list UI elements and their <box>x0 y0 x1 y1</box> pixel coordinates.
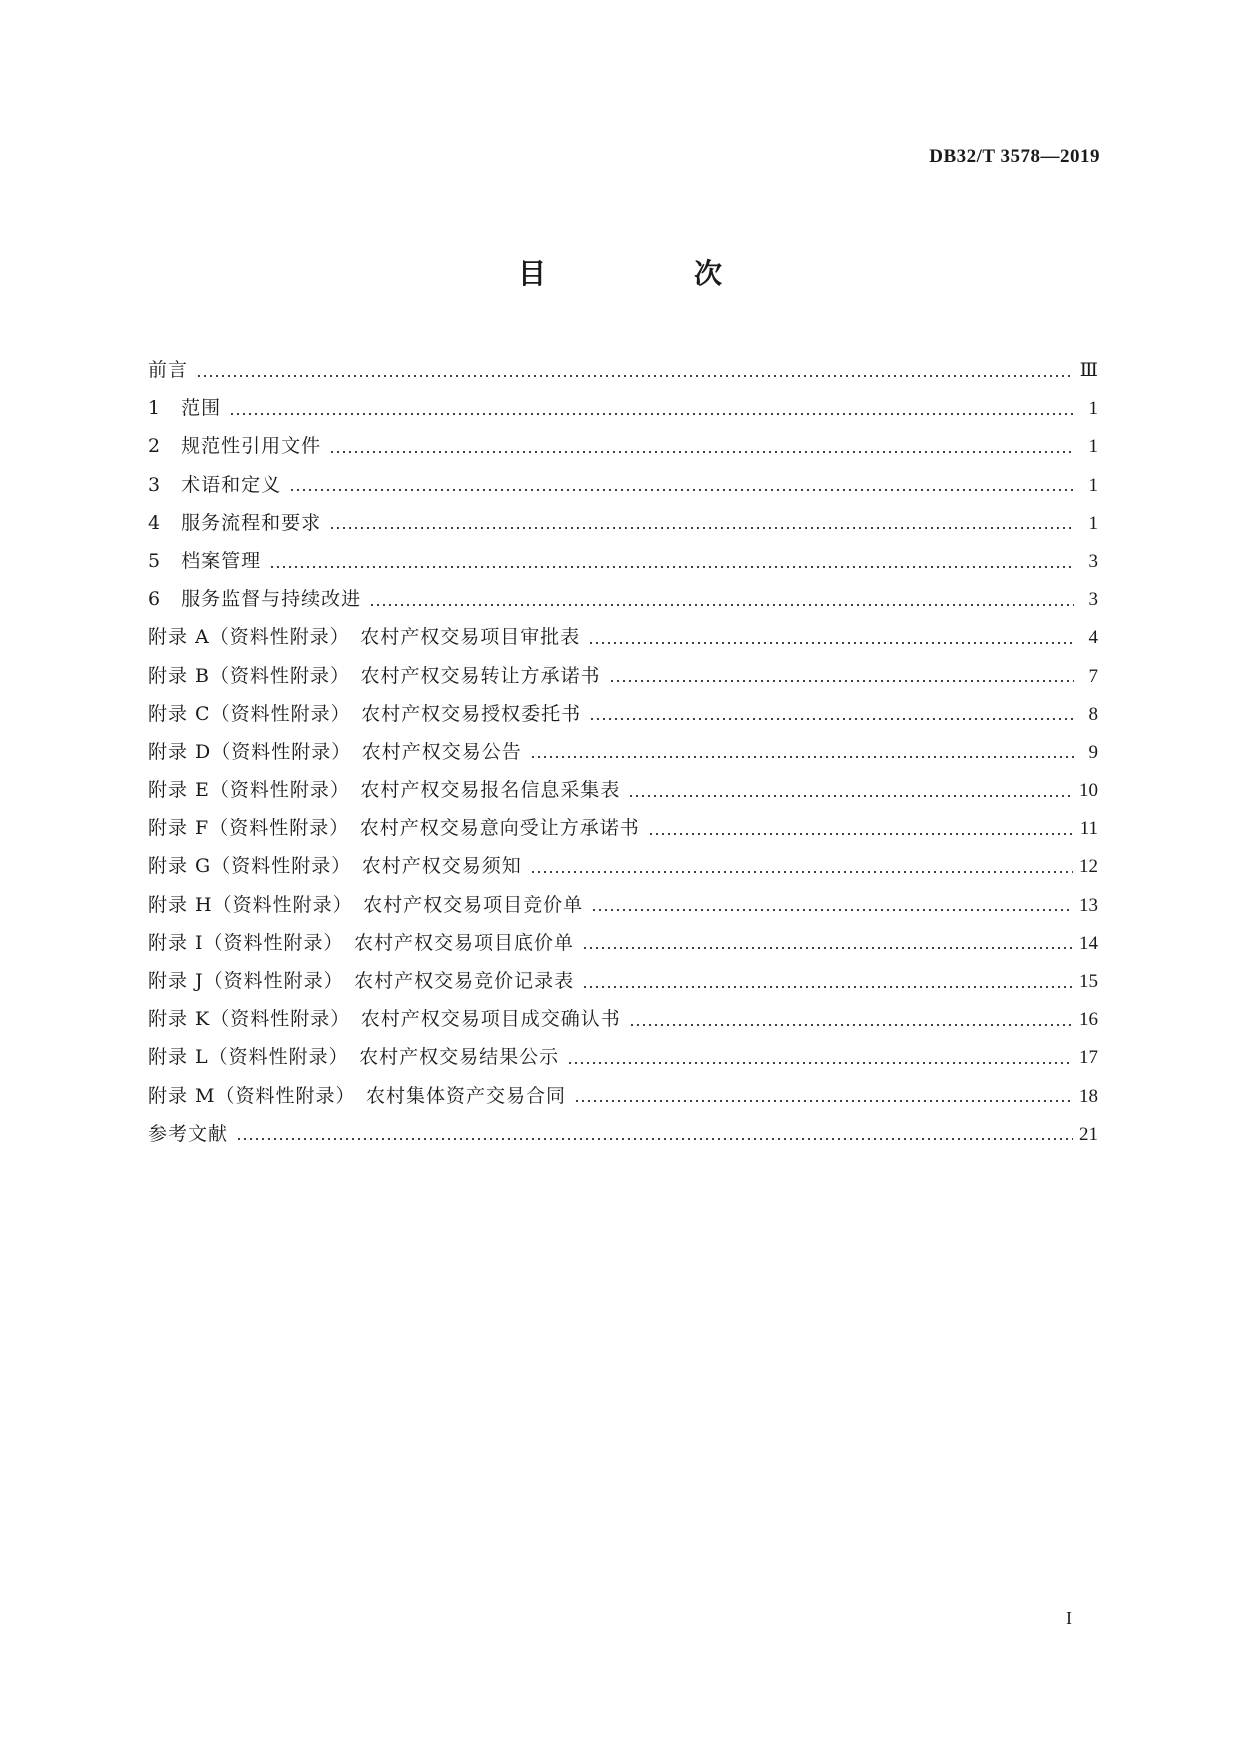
toc-leader-dots <box>589 708 1074 727</box>
toc-entry-label: 附录 D（资料性附录） 农村产权交易公告 <box>148 740 522 763</box>
toc-entry-label: 附录 H（资料性附录） 农村产权交易项目竞价单 <box>148 893 584 916</box>
toc-leader-dots <box>574 1090 1073 1109</box>
toc-leader-dots <box>329 441 1074 460</box>
standard-code: DB32/T 3578—2019 <box>929 146 1100 167</box>
toc-leader-dots <box>236 1128 1073 1147</box>
toc-entry[interactable] <box>148 966 1098 1004</box>
toc-entry-label: 附录 J（资料性附录） 农村产权交易竞价记录表 <box>148 970 575 992</box>
toc-entry[interactable] <box>148 890 1098 928</box>
toc-entry-page: 9 <box>1088 741 1098 763</box>
toc-leader-dots <box>369 594 1074 613</box>
toc-entry[interactable] <box>148 508 1098 546</box>
toc-entry[interactable] <box>148 851 1098 889</box>
table-of-contents <box>148 355 1098 1157</box>
toc-leader-dots <box>582 937 1073 956</box>
toc-leader-dots <box>588 632 1074 651</box>
toc-entry[interactable] <box>148 661 1098 699</box>
toc-entry-label: 附录 G（资料性附录） 农村产权交易须知 <box>148 855 522 878</box>
toc-entry-page: 3 <box>1088 589 1098 611</box>
toc-leader-dots <box>591 899 1073 918</box>
toc-entry-label: 附录 A（资料性附录） 农村产权交易项目审批表 <box>148 626 581 649</box>
toc-leader-dots <box>329 517 1074 536</box>
toc-entry[interactable] <box>148 928 1098 966</box>
toc-entry-page: 18 <box>1079 1085 1098 1107</box>
toc-entry-page: 13 <box>1079 894 1098 916</box>
toc-entry-label: 5 档案管理 <box>148 549 262 572</box>
toc-leader-dots <box>629 1014 1073 1033</box>
toc-leader-dots <box>289 479 1074 498</box>
toc-leader-dots <box>567 1052 1073 1071</box>
toc-entry-page: 1 <box>1088 474 1098 496</box>
toc-entry-page: 12 <box>1079 856 1098 878</box>
toc-entry[interactable] <box>148 622 1098 660</box>
toc-entry[interactable] <box>148 737 1098 775</box>
toc-entry[interactable] <box>148 775 1098 813</box>
toc-entry[interactable] <box>148 1042 1098 1080</box>
toc-entry[interactable] <box>148 1004 1098 1042</box>
toc-entry[interactable] <box>148 699 1098 737</box>
toc-entry-page: 11 <box>1079 818 1098 840</box>
toc-leader-dots <box>530 861 1073 880</box>
toc-entry-label: 3 术语和定义 <box>148 473 282 496</box>
toc-leader-dots <box>582 976 1073 995</box>
toc-leader-dots <box>609 670 1074 689</box>
toc-entry-page: Ⅲ <box>1079 360 1098 381</box>
toc-entry[interactable] <box>148 355 1098 393</box>
toc-entry-page: 1 <box>1088 436 1098 458</box>
toc-entry-label: 附录 C（资料性附录） 农村产权交易授权委托书 <box>148 702 582 725</box>
toc-entry-label: 前言 <box>148 359 189 381</box>
toc-entry-page: 14 <box>1079 932 1098 954</box>
toc-entry-label: 附录 K（资料性附录） 农村产权交易项目成交确认书 <box>148 1008 621 1031</box>
toc-entry-label: 附录 I（资料性附录） 农村产权交易项目底价单 <box>148 931 575 954</box>
toc-entry[interactable] <box>148 584 1098 622</box>
toc-entry[interactable] <box>148 1119 1098 1157</box>
toc-entry-page: 15 <box>1079 971 1098 992</box>
toc-entry-label: 附录 F（资料性附录） 农村产权交易意向受让方承诺书 <box>148 817 640 840</box>
toc-leader-dots <box>229 403 1074 422</box>
toc-entry-label: 附录 E（资料性附录） 农村产权交易报名信息采集表 <box>148 779 621 802</box>
toc-leader-dots <box>196 365 1074 384</box>
toc-entry[interactable] <box>148 813 1098 851</box>
toc-entry[interactable] <box>148 1081 1098 1119</box>
toc-entry-page: 4 <box>1088 627 1098 649</box>
toc-leader-dots <box>628 785 1073 804</box>
toc-entry-page: 3 <box>1088 550 1098 572</box>
toc-entry-label: 2 规范性引用文件 <box>148 435 322 458</box>
toc-entry-page: 21 <box>1079 1123 1098 1145</box>
toc-entry-page: 7 <box>1088 665 1098 687</box>
toc-entry-page: 1 <box>1088 398 1098 420</box>
toc-entry-label: 附录 L（资料性附录） 农村产权交易结果公示 <box>148 1046 560 1069</box>
page-title: 目 次 <box>517 257 782 290</box>
toc-entry[interactable] <box>148 470 1098 508</box>
toc-entry[interactable] <box>148 393 1098 431</box>
toc-entry-label: 附录 M（资料性附录） 农村集体资产交易合同 <box>148 1084 566 1107</box>
toc-entry-page: 8 <box>1088 703 1098 725</box>
toc-entry[interactable] <box>148 431 1098 469</box>
toc-entry-label: 4 服务流程和要求 <box>148 511 322 534</box>
page-number: I <box>1066 1608 1072 1628</box>
toc-leader-dots <box>530 746 1074 765</box>
toc-entry-label: 附录 B（资料性附录） 农村产权交易转让方承诺书 <box>148 664 601 687</box>
toc-entry-page: 16 <box>1079 1009 1098 1031</box>
toc-leader-dots <box>648 823 1074 842</box>
toc-entry[interactable] <box>148 546 1098 584</box>
toc-entry-page: 1 <box>1088 512 1098 534</box>
toc-entry-page: 17 <box>1079 1047 1098 1069</box>
toc-entry-page: 10 <box>1079 780 1098 802</box>
toc-leader-dots <box>269 556 1074 575</box>
toc-entry-label: 1 范围 <box>148 397 222 420</box>
toc-entry-label: 6 服务监督与持续改进 <box>148 588 362 611</box>
toc-entry-label: 参考文献 <box>148 1122 229 1145</box>
